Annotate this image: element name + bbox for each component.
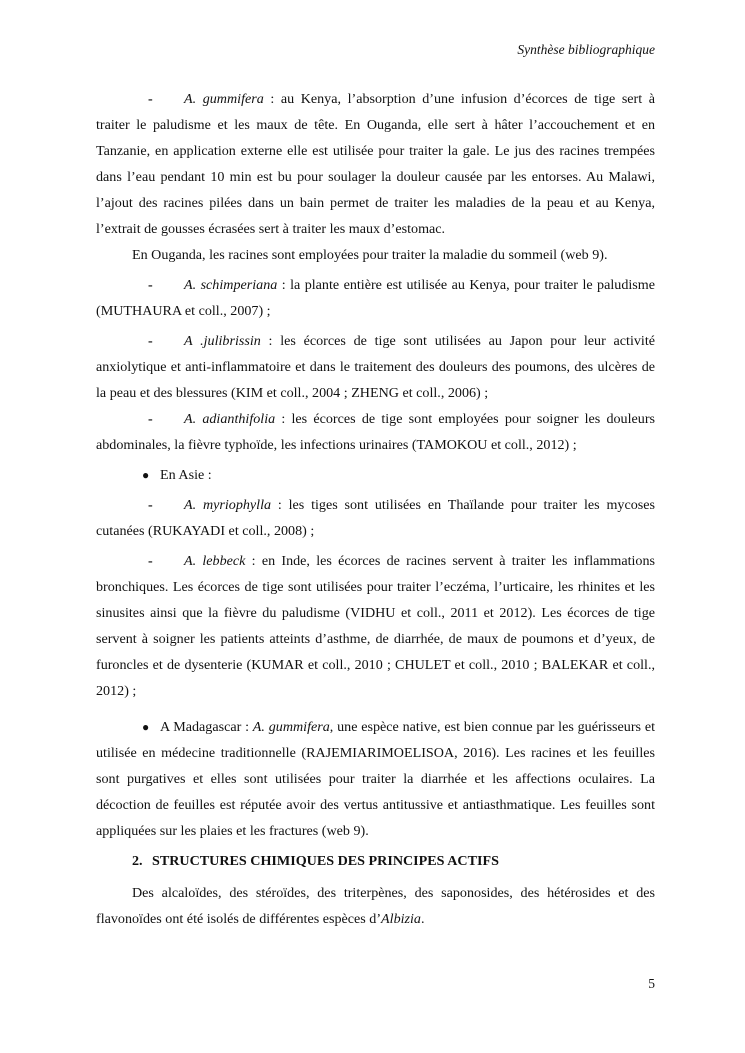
species-name: A. myriophylla <box>184 497 272 513</box>
page-body <box>96 86 655 932</box>
bullet-text: En Asie : <box>160 467 212 483</box>
paragraph-text: : la plante entière est utilisée au Kenya, pour traiter le paludisme (MUTHAURA et coll., 2007) ; <box>96 277 655 319</box>
paragraph-text: : au Kenya, l’absorption d’une infusion d’écorces de tige sert à traiter le paludisme et les maux de tête. En Ouganda, elle sert à hâter l’accouchement et en Tanzanie, en application externe elle est utilisée pour traiter la gale. Le jus des racines trempées dans l’eau pendant 10 min est bu pour soulager la douleur causée par les entorses. Au Malawi, l’ajout des racines pilées dans un bain permet de traiter les maladies de la peau et au Kenya, l’extrait de gousses écrasées sert à traiter les maux d’estomac. <box>96 91 655 237</box>
dash-marker: - <box>148 91 153 107</box>
paragraph-text: , une espèce native, est bien connue par les guérisseurs et utilisée en médecine traditionnelle (RAJEMIARIMOELISOA, 2016). Les racines et les feuilles sont purgatives et elles sont utilisées pour traiter la diarrhée et les affections oculaires. La décoction de feuilles est réputée avoir des vertus antitussive et antiasthmatique. Les feuilles sont appliquées sur les plaies et les fractures (web 9). <box>96 719 655 839</box>
genus-name: Albizia <box>381 911 421 927</box>
species-name: A. gummifera <box>252 719 330 735</box>
paragraph-text: : les écorces de tige sont employées pour soigner les douleurs abdominales, la fièvre typhoïde, les infections urinaires (TAMOKOU et coll., 2012) ; <box>96 411 655 453</box>
paragraph-lead: A Madagascar : <box>160 719 253 735</box>
dash-marker: - <box>148 553 153 569</box>
paragraph-text: : les écorces de tige sont utilisées au Japon pour leur activité anxiolytique et anti-inflammatoire et dans le traitement des douleurs des poumons, des ulcères de la peau et des blessures (KIM et coll., 2004 ; ZHENG et coll., 2006) ; <box>96 333 656 401</box>
bullet-icon: ● <box>142 468 150 482</box>
paragraph-a-gummifera <box>96 86 655 242</box>
paragraph-a-myriophylla <box>96 492 655 544</box>
paragraph-a-julibrissin <box>96 328 655 406</box>
paragraph-text: Des alcaloïdes, des stéroïdes, des triterpènes, des saponosides, des hétérosides et des flavonoïdes ont été isolés de différentes espèces d’ <box>96 885 655 927</box>
bullet-icon: ● <box>142 720 150 734</box>
paragraph-madagascar <box>96 714 655 844</box>
dash-marker: - <box>148 497 153 513</box>
running-header: Synthèse bibliographique <box>517 42 655 57</box>
dash-marker: - <box>148 277 153 293</box>
dash-marker: - <box>148 333 153 349</box>
species-name: A. schimperiana <box>184 277 278 293</box>
paragraph-ouganda: En Ouganda, les racines sont employées pour traiter la maladie du sommeil (web 9). <box>132 247 608 263</box>
section-title: STRUCTURES CHIMIQUES DES PRINCIPES ACTIFS <box>152 853 499 869</box>
paragraph-structures <box>96 880 655 932</box>
paragraph-end: . <box>420 911 425 927</box>
section-number: 2. <box>132 853 143 869</box>
bullet-asie <box>96 462 655 488</box>
dash-marker: - <box>148 411 153 427</box>
paragraph-text: : les tiges sont utilisées en Thaïlande pour traiter les mycoses cutanées (RUKAYADI et coll., 2008) ; <box>96 497 655 539</box>
paragraph-a-schimperiana <box>96 272 655 324</box>
section-heading <box>96 848 655 874</box>
paragraph-text: : en Inde, les écorces de racines servent à traiter les inflammations bronchiques. Les écorces de tige sont utilisées pour traiter l’eczéma, l’urticaire, les rhinites et les sinusites ainsi que la fièvre du paludisme (VIDHU et coll., 2011 et 2012). Les écorces de tige servent à soigner les patients atteints d’asthme, de diarrhée, de maux de poumons et d’yeux, de furoncles et de dysenterie (KUMAR et coll., 2010 ; CHULET et coll., 2010 ; BALEKAR et coll., 2012) ; <box>96 553 655 699</box>
species-name: A. adianthifolia <box>184 411 276 427</box>
species-name: A .julibrissin <box>184 333 261 349</box>
paragraph-a-adianthifolia <box>96 406 655 458</box>
paragraph-a-lebbeck <box>96 548 655 704</box>
species-name: A. lebbeck <box>184 553 246 569</box>
species-name: A. gummifera <box>184 91 264 107</box>
page-number: 5 <box>648 976 655 991</box>
